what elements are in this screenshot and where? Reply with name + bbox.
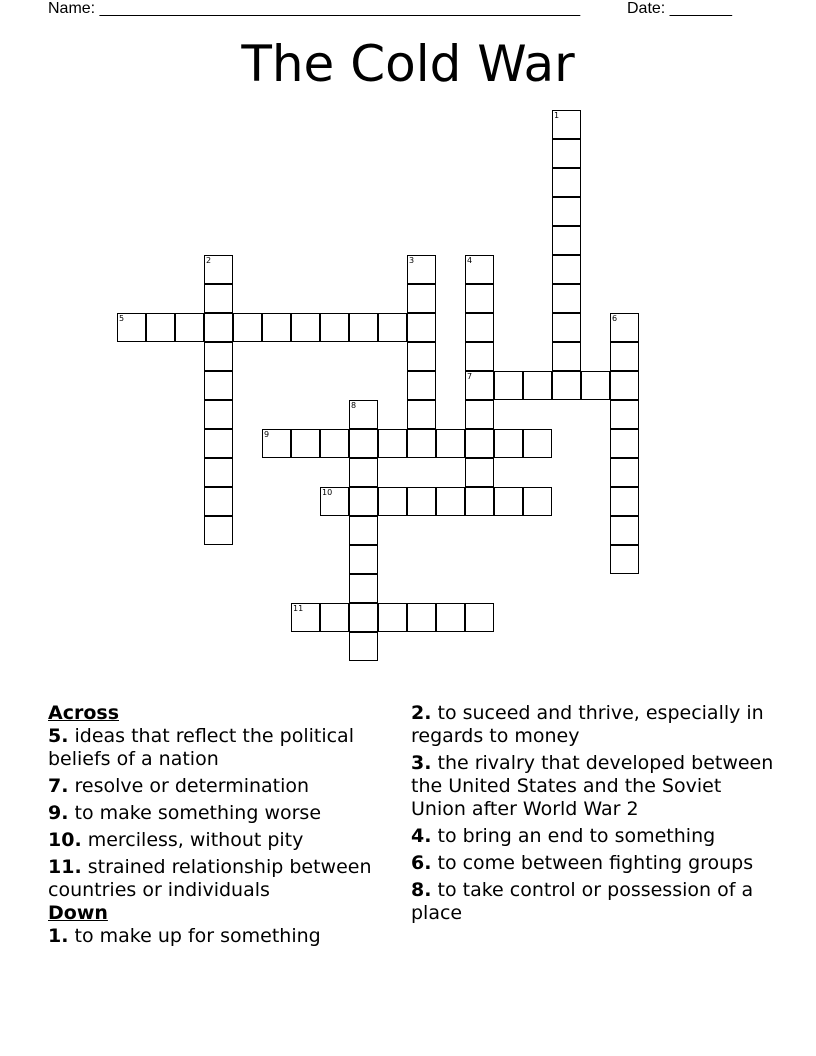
crossword-cell[interactable] — [552, 139, 581, 168]
crossword-cell[interactable] — [610, 487, 639, 516]
clues-left-column — [48, 702, 403, 952]
clue-text: ideas that reflect the political beliefs of a nation — [48, 725, 354, 770]
cell-number: 9 — [264, 430, 270, 439]
crossword-cell[interactable] — [204, 284, 233, 313]
across-clue-11 — [48, 856, 403, 902]
crossword-cell[interactable] — [465, 603, 494, 632]
crossword-cell[interactable] — [204, 313, 233, 342]
crossword-cell[interactable] — [349, 545, 378, 574]
clue-text: merciless, without pity — [87, 829, 304, 851]
clue-text: to make something worse — [74, 802, 322, 824]
clue-text: to take control or possession of a place — [411, 879, 754, 924]
across-clue-5 — [48, 725, 403, 771]
crossword-cell[interactable] — [465, 487, 494, 516]
crossword-cell[interactable] — [349, 574, 378, 603]
crossword-cell[interactable] — [407, 400, 436, 429]
cell-number: 11 — [293, 604, 304, 613]
crossword-cell[interactable] — [523, 487, 552, 516]
crossword-cell[interactable] — [407, 313, 436, 342]
crossword-cell[interactable] — [204, 516, 233, 545]
down-clue-2 — [411, 702, 781, 748]
cell-number: 4 — [467, 256, 473, 265]
crossword-cell[interactable] — [262, 313, 291, 342]
cell-number: 8 — [351, 401, 357, 410]
cell-number: 1 — [554, 111, 560, 120]
clue-number: 5. — [48, 725, 69, 747]
crossword-cell[interactable] — [610, 516, 639, 545]
crossword-cell[interactable] — [610, 545, 639, 574]
crossword-cell[interactable] — [378, 487, 407, 516]
clue-number: 1. — [48, 925, 69, 947]
crossword-cell[interactable] — [523, 429, 552, 458]
crossword-cell[interactable] — [581, 371, 610, 400]
crossword-cell[interactable] — [291, 429, 320, 458]
crossword-cell[interactable] — [233, 313, 262, 342]
crossword-cell[interactable] — [349, 487, 378, 516]
crossword-cell[interactable] — [610, 429, 639, 458]
cell-number: 7 — [467, 372, 473, 381]
clue-number: 11. — [48, 856, 82, 878]
clue-text: to come between fighting groups — [437, 852, 754, 874]
crossword-cell[interactable] — [349, 429, 378, 458]
crossword-cell[interactable] — [204, 342, 233, 371]
crossword-cell[interactable] — [494, 371, 523, 400]
crossword-cell[interactable] — [378, 429, 407, 458]
crossword-cell[interactable] — [610, 458, 639, 487]
crossword-cell[interactable] — [349, 516, 378, 545]
crossword-cell[interactable] — [436, 603, 465, 632]
crossword-cell[interactable] — [552, 284, 581, 313]
crossword-cell[interactable] — [552, 313, 581, 342]
clue-text: to make up for something — [74, 925, 321, 947]
cell-number: 3 — [409, 256, 415, 265]
crossword-cell[interactable] — [436, 429, 465, 458]
across-clue-9 — [48, 802, 403, 825]
clue-number: 10. — [48, 829, 82, 851]
crossword-cell[interactable] — [523, 371, 552, 400]
crossword-cell[interactable] — [407, 284, 436, 313]
clue-text: the rivalry that developed between the United States and the Soviet Union after World War 2 — [411, 752, 774, 820]
clue-number: 8. — [411, 879, 432, 901]
crossword-cell[interactable] — [320, 429, 349, 458]
cell-number: 6 — [612, 314, 618, 323]
clue-number: 7. — [48, 775, 69, 797]
crossword-cell[interactable] — [320, 313, 349, 342]
crossword-cell[interactable] — [204, 458, 233, 487]
down-heading: Down — [48, 902, 108, 924]
cell-number: 5 — [119, 314, 125, 323]
crossword-cell[interactable] — [378, 603, 407, 632]
crossword-cell[interactable] — [407, 429, 436, 458]
crossword-cell[interactable] — [407, 487, 436, 516]
across-clue-10 — [48, 829, 403, 852]
crossword-cell[interactable] — [407, 342, 436, 371]
crossword-cell[interactable] — [552, 342, 581, 371]
down-clue-8 — [411, 879, 781, 925]
down-clue-3 — [411, 752, 781, 821]
crossword-cell[interactable] — [610, 342, 639, 371]
crossword-cell[interactable] — [349, 313, 378, 342]
clue-number: 9. — [48, 802, 69, 824]
crossword-cell[interactable] — [204, 400, 233, 429]
across-heading: Across — [48, 702, 120, 724]
cell-number: 2 — [206, 256, 212, 265]
crossword-cell[interactable] — [349, 632, 378, 661]
down-clue-6 — [411, 852, 781, 875]
crossword-cell[interactable] — [349, 458, 378, 487]
crossword-cell[interactable] — [552, 226, 581, 255]
crossword-cell[interactable] — [291, 313, 320, 342]
down-clue-4 — [411, 825, 781, 848]
crossword-cell[interactable] — [175, 313, 204, 342]
crossword-cell[interactable] — [465, 284, 494, 313]
crossword-cell[interactable] — [146, 313, 175, 342]
crossword-cell[interactable] — [407, 603, 436, 632]
clue-text: strained relationship between countries or individuals — [48, 856, 372, 901]
crossword-cell[interactable] — [465, 400, 494, 429]
crossword-cell[interactable] — [378, 313, 407, 342]
crossword-cell[interactable] — [436, 487, 465, 516]
crossword-cell[interactable] — [204, 371, 233, 400]
across-clue-7 — [48, 775, 403, 798]
crossword-cell[interactable] — [494, 429, 523, 458]
name-field-label: Name: ______________________________________________________ — [48, 0, 581, 17]
crossword-cell[interactable] — [552, 197, 581, 226]
down-clue-1 — [48, 925, 403, 948]
clues-right-column — [411, 702, 781, 929]
cell-number: 10 — [322, 488, 333, 497]
clue-number: 3. — [411, 752, 432, 774]
crossword-cell[interactable] — [407, 371, 436, 400]
crossword-cell[interactable] — [349, 603, 378, 632]
crossword-cell[interactable] — [465, 313, 494, 342]
date-field-label: Date: _______ — [627, 0, 732, 17]
clue-text: to bring an end to something — [437, 825, 716, 847]
clue-number: 6. — [411, 852, 432, 874]
crossword-cell[interactable] — [552, 168, 581, 197]
crossword-cell[interactable] — [320, 603, 349, 632]
clue-text: to suceed and thrive, especially in regards to money — [411, 702, 764, 747]
crossword-cell[interactable] — [552, 255, 581, 284]
crossword-cell[interactable] — [465, 458, 494, 487]
clue-number: 4. — [411, 825, 432, 847]
clue-text: resolve or determination — [74, 775, 310, 797]
puzzle-title: The Cold War — [241, 35, 575, 93]
crossword-cell[interactable] — [552, 371, 581, 400]
crossword-cell[interactable] — [204, 487, 233, 516]
crossword-cell[interactable] — [610, 400, 639, 429]
crossword-cell[interactable] — [465, 342, 494, 371]
crossword-cell[interactable] — [610, 371, 639, 400]
crossword-cell[interactable] — [494, 487, 523, 516]
crossword-cell[interactable] — [465, 429, 494, 458]
crossword-cell[interactable] — [204, 429, 233, 458]
clue-number: 2. — [411, 702, 432, 724]
